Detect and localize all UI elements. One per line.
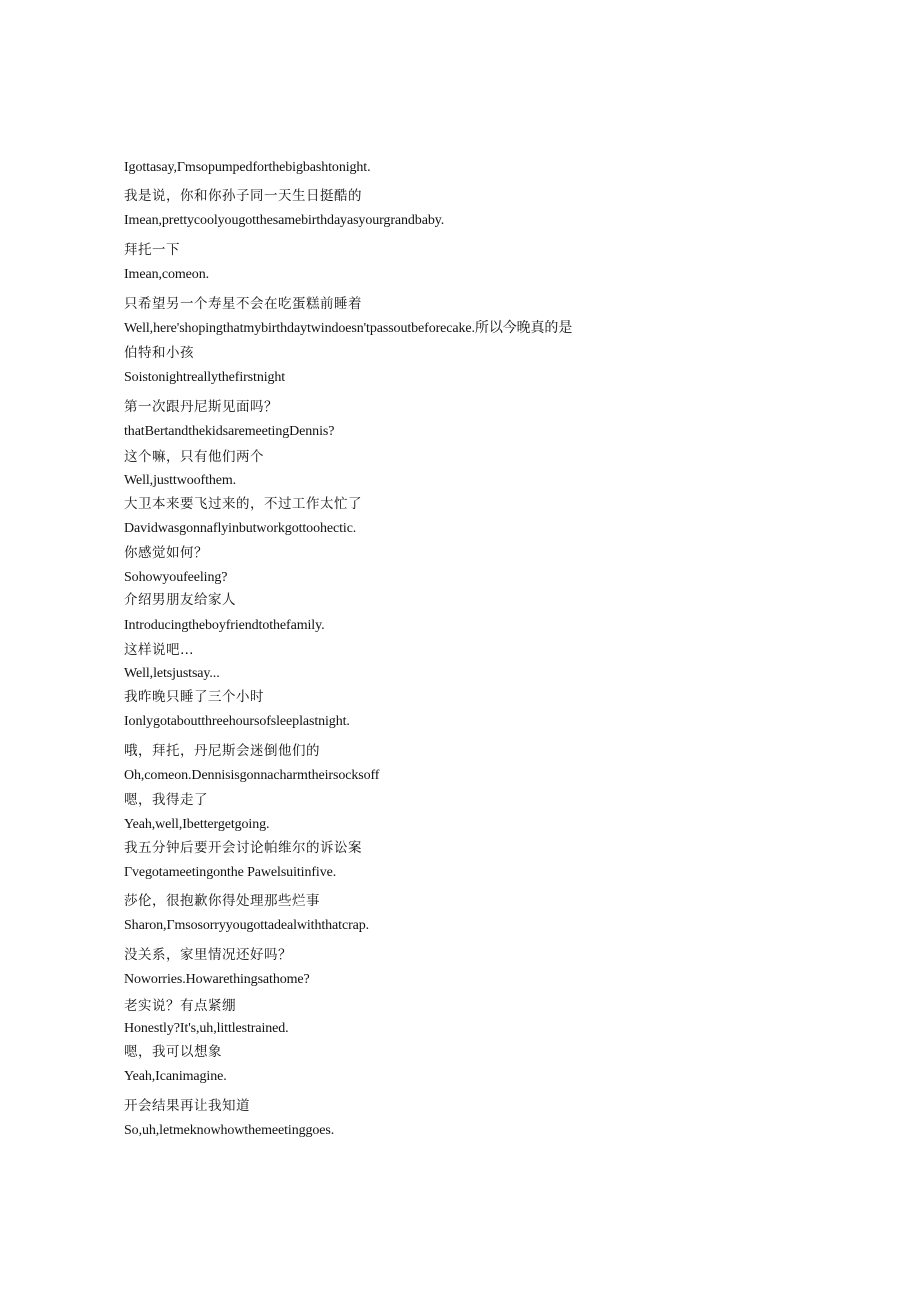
transcript-line: Oh,comeon.Dennisisgonnacharmtheirsocksoff	[124, 768, 380, 783]
transcript-line: 哦，拜托，丹尼斯会迷倒他们的	[124, 743, 320, 759]
transcript-line: Well,justtwoofthem.	[124, 473, 237, 488]
transcript-line: 介绍男朋友给家人	[124, 592, 236, 608]
transcript-line: 嗯，我可以想象	[124, 1044, 222, 1060]
transcript-line: Sohowyoufeeling?	[124, 570, 228, 585]
transcript-line: Imean,prettycoolyougotthesamebirthdayasyourgrandbaby.	[124, 213, 445, 228]
transcript-line: thatBertandthekidsaremeetingDennis?	[124, 424, 335, 439]
transcript-line: 我是说，你和你孙子同一天生日挺酷的	[124, 188, 362, 204]
transcript-line: Yeah,Icanimagine.	[124, 1069, 227, 1084]
transcript-line: 开会结果再让我知道	[124, 1098, 250, 1114]
transcript-line: Noworries.Howarethingsathome?	[124, 972, 310, 987]
transcript-line: 没关系，家里情况还好吗？	[124, 947, 292, 963]
transcript-line: Soistonightreallythefirstnight	[124, 370, 286, 385]
transcript-line: 老实说？有点紧绷	[124, 998, 236, 1014]
transcript-line: Γvegotameetingonthe Pawelsuitinfive.	[124, 865, 337, 880]
transcript-line: 只希望另一个寿星不会在吃蛋糕前睡着	[124, 296, 362, 312]
transcript-line: 第一次跟丹尼斯见面吗？	[124, 399, 278, 415]
transcript-line: Davidwasgonnaflyinbutworkgottoohectic.	[124, 521, 357, 536]
transcript-line: 大卫本来要飞过来的，不过工作太忙了	[124, 496, 362, 512]
transcript-line: 这样说吧…	[124, 642, 194, 658]
transcript-line: Sharon,Γmsosorryyougottadealwiththatcrap.	[124, 918, 370, 933]
transcript-line: Honestly?It's,uh,littlestrained.	[124, 1021, 289, 1036]
transcript-line: Well,letsjustsay...	[124, 666, 220, 681]
transcript-line: 这个嘛，只有他们两个	[124, 449, 264, 465]
transcript-line: 莎伦，很抱歉你得处理那些烂事	[124, 893, 320, 909]
transcript-line: Yeah,well,Ibettergetgoing.	[124, 817, 270, 832]
transcript-line: Ionlygotaboutthreehoursofsleeplastnight.	[124, 714, 350, 729]
transcript-line: 你感觉如何？	[124, 545, 208, 561]
transcript-line: Well,here'shopingthatmybirthdaytwindoesn'tpassoutbeforecake.所以今晚真的是	[124, 321, 573, 336]
transcript-line: Introducingtheboyfriendtothefamily.	[124, 618, 325, 633]
transcript-line: Imean,comeon.	[124, 267, 209, 282]
transcript-line: 伯特和小孩	[124, 345, 194, 361]
transcript-line: 我五分钟后要开会讨论帕维尔的诉讼案	[124, 840, 362, 856]
transcript-line: 我昨晚只睡了三个小时	[124, 689, 264, 705]
transcript-line: Igottasay,Γmsopumpedforthebigbashtonight.	[124, 160, 371, 175]
transcript-line: So,uh,letmeknowhowthemeetinggoes.	[124, 1123, 335, 1138]
transcript-line: 拜托一下	[124, 242, 180, 258]
transcript-line: 嗯，我得走了	[124, 792, 208, 808]
